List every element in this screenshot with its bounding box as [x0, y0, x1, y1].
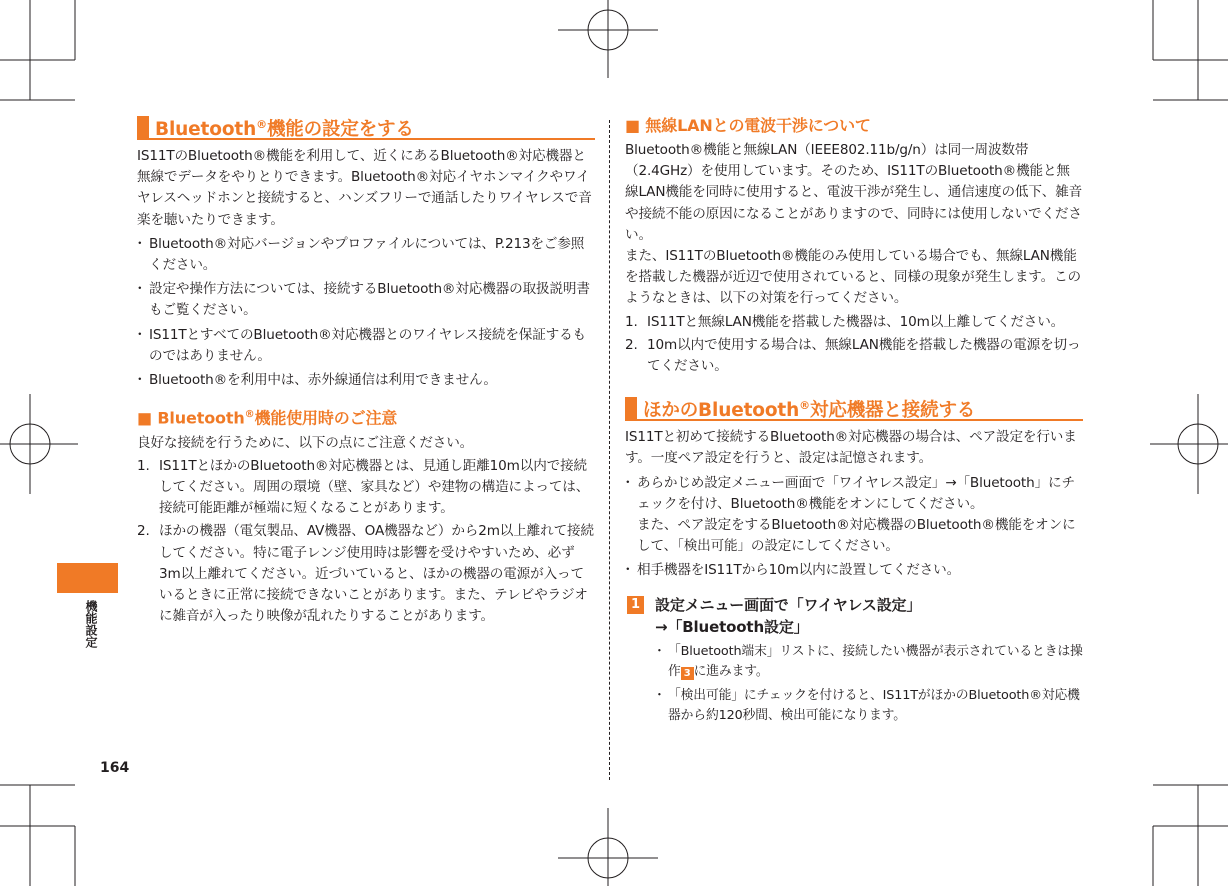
- side-tab: [57, 563, 118, 593]
- heading-text-suffix: 対応機器と接続する: [810, 400, 976, 422]
- step-note: ・ 「検出可能」にチェックを付けると、IS11TがほかのBluetooth®対応機器から約120秒間、検出可能になります。: [625, 686, 1083, 726]
- item-text: 10m以内で使用する場合は、無線LAN機能を搭載した機器の電源を切ってください。: [647, 336, 1081, 375]
- pairing-intro: IS11Tと初めて接続するBluetooth®対応機器の場合は、ペア設定を行います。一度ペア設定を行うと、設定は記憶されます。: [625, 429, 1077, 467]
- bullet-item: ・ Bluetooth®を利用中は、赤外線通信は利用できません。: [137, 370, 595, 391]
- note-text-suffix: に進みます。: [693, 663, 769, 679]
- registered-mark: ®: [244, 409, 255, 421]
- item-text: IS11Tと無線LAN機能を搭載した機器は、10m以上離してください。: [647, 313, 1065, 330]
- step-number-badge: 1: [627, 596, 644, 614]
- right-column: [625, 112, 1083, 726]
- bullet-item: ・ あらかじめ設定メニュー画面で「ワイヤレス設定」→「Bluetooth」にチェックを付け、Bluetooth®機能をオンにしてください。: [625, 473, 1083, 515]
- heading-text: ほかのBluetooth: [643, 400, 800, 422]
- step-line-2: →「Bluetooth設定」: [655, 617, 809, 636]
- left-column: [137, 112, 595, 627]
- subheading-caution: [137, 403, 595, 430]
- section-heading-pairing: [625, 393, 1083, 421]
- bullet-item: ・ 設定や操作方法については、接続するBluetooth®対応機器の取扱説明書もご覧ください。: [137, 279, 595, 321]
- caution-intro: 良好な接続を行うために、以下の点にご注意ください。: [137, 434, 474, 451]
- item-number: 2.: [625, 336, 638, 353]
- section-heading-bluetooth-settings: [137, 112, 595, 140]
- registered-mark: ®: [799, 399, 810, 413]
- item-number: 1.: [137, 457, 150, 474]
- side-tab-label: 機能設定: [84, 600, 98, 648]
- registered-mark: ®: [256, 118, 267, 131]
- step-note: [625, 642, 1083, 682]
- intro-paragraph: IS11TのBluetooth®機能を利用して、近くにあるBluetooth®対応機器と無線でデータをやりとりできます。Bluetooth®対応イヤホンマイクやワイヤレスヘッドホンと接続すると、ハンズフリーで通話したりワイヤレスで音楽を聴いたりできます。: [137, 148, 592, 228]
- interference-paragraph-2: また、IS11TのBluetooth®機能のみ使用している場合でも、無線LAN機能を搭載した機器が近辺で使用されていると、同様の現象が発生します。このようなときは、以下の対策を行ってください。: [625, 248, 1081, 307]
- bullet-continuation: また、ペア設定をするBluetooth®対応機器のBluetooth®機能をオンにして、「検出可能」の設定にしてください。: [637, 517, 1076, 555]
- item-number: 2.: [137, 523, 150, 540]
- numbered-item: [625, 335, 1083, 377]
- heading-text-suffix: 機能の設定をする: [266, 119, 414, 141]
- numbered-item: [625, 312, 1083, 333]
- item-text: IS11TとほかのBluetooth®対応機器とは、見通し距離10m以内で接続してください。周囲の環境（壁、家具など）や建物の構造によっては、接続可能距離が極端に短くなることがあります。: [159, 457, 590, 517]
- subheading-wlan-interference: ■ 無線LANとの電波干渉について: [625, 116, 871, 135]
- interference-paragraph: Bluetooth®機能と無線LAN（IEEE802.11b/g/n）は同一周波数帯（2.4GHz）を使用しています。そのため、IS11TのBluetooth®機能と無線LAN機能を同時に使用すると、電波干渉が発生し、通信速度の低下、雑音や接続不能の原因になることがありますので、同時には使用しないでください。: [625, 142, 1083, 243]
- heading-bar: [137, 116, 149, 138]
- numbered-item: [137, 456, 595, 520]
- bullet-item: ・ Bluetooth®対応バージョンやプロファイルについては、P.213をご参照ください。: [137, 234, 595, 276]
- heading-text: Bluetooth: [155, 119, 257, 141]
- numbered-item: [137, 521, 595, 627]
- column-divider: [609, 120, 610, 780]
- subheading-text: ■ Bluetooth: [137, 408, 245, 428]
- heading-bar: [625, 397, 637, 419]
- bullet-item: ・ IS11TとすべてのBluetooth®対応機器とのワイヤレス接続を保証するものではありません。: [137, 325, 595, 367]
- item-number: 1.: [625, 313, 638, 330]
- item-text: ほかの機器（電気製品、AV機器、OA機器など）から2m以上離れて接続してください。特に電子レンジ使用時は影響を受けやすいため、必ず3m以上離れてください。近づいていると、ほかの機器の電源が入っているときに正常に接続できないことがあります。また、テレビやラジオに雑音が入ったり映像が乱れたりすることがあります。: [159, 523, 594, 625]
- step-3-badge: 3: [681, 667, 694, 680]
- subheading-text-suffix: 機能使用時のご注意: [254, 408, 398, 428]
- step-1: [625, 594, 1083, 638]
- bullet-item: ・ 相手機器をIS11Tから10m以内に設置してください。: [625, 560, 1083, 581]
- page-number: 164: [100, 760, 130, 776]
- note-text: 「Bluetooth端末」リストに、接続したい機器が表示されているときは操作: [668, 643, 1083, 679]
- step-line-1: 設定メニュー画面で「ワイヤレス設定」: [655, 595, 922, 614]
